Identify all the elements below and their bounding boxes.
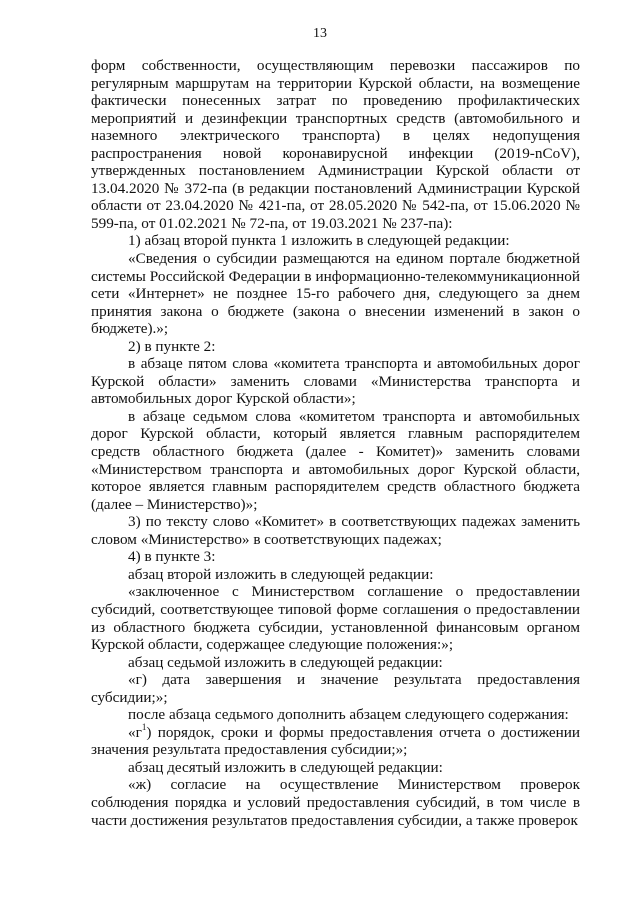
paragraph-fifth-clause: в абзаце пятом слова «комитета транспорта и автомобильных дорог Курской области» заменить словами «Министерства транспорта и автомобильных дорог Курской области»; (91, 355, 580, 408)
paragraph-quote-zh: «ж) согласие на осуществление Министерством проверок соблюдения порядка и условий предоставления субсидий, в том числе в части достижения результатов предоставления субсидии, а также проверок (91, 776, 580, 829)
paragraph-quote-agreement: «заключенное с Министерством соглашение о предоставлении субсидий, соответствующее типовой форме соглашения о предоставлении из областного бюджета субсидии, установленной финансовым органом Курской области, содержащее следующие положения:»; (91, 583, 580, 654)
document-body (91, 57, 580, 829)
page-number: 13 (313, 26, 327, 41)
paragraph-quote-g: «г) дата завершения и значение результата предоставления субсидии;»; (91, 671, 580, 706)
paragraph-quote-subsidy-info: «Сведения о субсидии размещаются на едином портале бюджетной системы Российской Федерации в информационно-телекоммуникационной сети «Интернет» не позднее 15-го рабочего дня, следующего за днем принятия закона о бюджете (закона о внесении изменений в закон о бюджете).»; (91, 250, 580, 338)
paragraph-seventh-clause-edit: абзац седьмой изложить в следующей редакции: (128, 653, 443, 671)
paragraph-seventh-clause: в абзаце седьмом слова «комитетом транспорта и автомобильных дорог Курской области, который является главным распорядителем средств областного бюджета (далее - Комитет)» заменить словами «Министерством транспорта и автомобильных дорог Курской области, которое является главным распорядителем средств областного бюджета (далее – Министерство)»; (91, 407, 580, 513)
quote-g1-prefix: «г (128, 723, 142, 741)
quote-g1-text: ) порядок, сроки и формы предоставления отчета о достижении значения результата предоставления субсидии;»; (91, 723, 580, 759)
paragraph-item-4: 4) в пункте 3: (128, 548, 216, 566)
paragraph-item-2: 2) в пункте 2: (128, 337, 216, 355)
paragraph-quote-g1 (91, 721, 580, 759)
paragraph-item-1: 1) абзац второй пункта 1 изложить в следующей редакции: (128, 232, 510, 250)
paragraph-tenth-clause: абзац десятый изложить в следующей редакции: (128, 758, 443, 776)
quote-g1-superscript: 1 (141, 721, 147, 732)
paragraph-intro: форм собственности, осуществляющим перевозки пассажиров по регулярным маршрутам на территории Курской области, на возмещение фактически понесенных затрат по проведению профилактических мероприятий и дезинфекции транспортных средств (автомобильного и наземного электрического транспорта) в целях недопущения распространения новой коронавирусной инфекции (2019-nCoV), утвержденных постановлением Администрации Курской области от 13.04.2020 № 372-па (в редакции постановлений Администрации Курской области от 23.04.2020 № 421-па, от 28.05.2020 № 542-па, от 15.06.2020 № 599-па, от 01.02.2021 № 72-па, от 19.03.2021 № 237-па): (91, 57, 580, 232)
paragraph-item-3: 3) по тексту слово «Комитет» в соответствующих падежах заменить словом «Министерство» в соответствующих падежах; (91, 513, 580, 548)
paragraph-second-clause: абзац второй изложить в следующей редакции: (128, 565, 434, 583)
paragraph-add-clause: после абзаца седьмого дополнить абзацем следующего содержания: (128, 706, 569, 724)
